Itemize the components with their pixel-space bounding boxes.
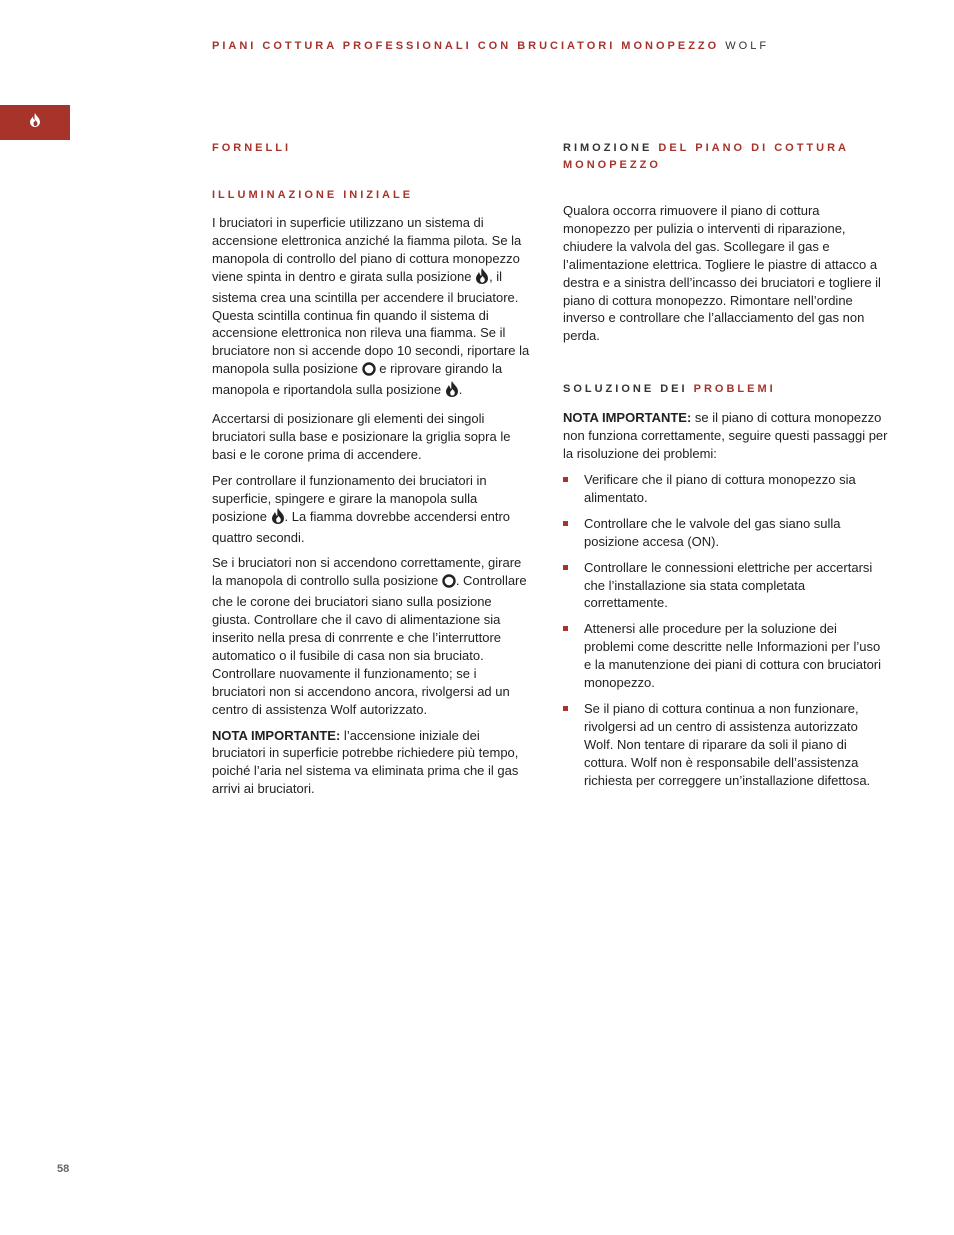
flame-position-icon <box>445 381 459 402</box>
paragraph-note-right: NOTA IMPORTANTE: se il piano di cottura monopezzo non funziona correttamente, seguire questi passaggi per la risoluzione dei problemi: <box>563 410 888 462</box>
paragraph-positioning: Accertarsi di posizionare gli elementi dei singoli bruciatori sulla base e posizionare la griglia sopra le basi e le corone prima di accendere. <box>212 411 511 462</box>
flame-icon <box>29 113 41 132</box>
bullet-square-icon <box>563 521 568 526</box>
paragraph-ignition: I bruciatori in superficie utilizzano un sistema di accensione elettronica anziché la fiamma pilota. Se la manopola di controllo del piano di cottura monopezzo viene spinta in dentro e girata sulla posizione , il sistema crea una scintilla per accendere il bruciatore. Questa scintilla continua fin quando il sistema di accensione elettronica non rileva una fiamma. Se il bruciatore non si accende dopo 10 secondi, riportare la manopola sulla posizione e riprovare girando la manopola e riportandola sulla posizione . <box>212 214 532 402</box>
header-title: PIANI COTTURA PROFESSIONALI CON BRUCIATORI MONOPEZZO <box>212 40 720 52</box>
note-label: NOTA IMPORTANTE: <box>563 410 692 426</box>
header-brand: WOLF <box>725 40 770 52</box>
bullet-square-icon <box>563 477 568 482</box>
list-item: Controllare le connessioni elettriche per accertarsi che l’installazione sia stata completata correttamente. <box>563 559 888 613</box>
list-item: Controllare che le valvole del gas siano sulla posizione accesa (ON). <box>563 515 888 551</box>
troubleshooting-list <box>563 471 888 790</box>
list-item: Verificare che il piano di cottura monopezzo sia alimentato. <box>563 471 888 507</box>
bullet-square-icon <box>563 565 568 570</box>
left-column <box>212 140 532 806</box>
bullet-square-icon <box>563 626 568 631</box>
paragraph-removal: Qualora occorra rimuovere il piano di cottura monopezzo per pulizia o interventi di riparazione, chiudere la valvola del gas. Scollegare il gas e l’alimentazione elettrica. Togliere le piastre di attacco a destra e a sinistra dell’incasso dei bruciatori e togliere il piano di cottura monopezzo. Rimontare nell’ordine inverso e controllare che l’allacciamento del gas non perda. <box>563 203 881 344</box>
note-label: NOTA IMPORTANTE: <box>212 727 341 743</box>
running-header <box>212 40 912 52</box>
list-item: Attenersi alle procedure per la soluzione dei problemi come descritte nelle Informazioni per l’uso e la manutenzione dei piani di cottura con bruciatori monopezzo. <box>563 620 888 692</box>
off-position-icon <box>362 362 376 381</box>
bullet-square-icon <box>563 706 568 711</box>
flame-position-icon <box>475 268 489 289</box>
off-position-icon <box>442 574 456 593</box>
subsection-title-illuminazione: ILLUMINAZIONE INIZIALE <box>212 189 414 201</box>
paragraph-note-left: NOTA IMPORTANTE: l’accensione iniziale dei bruciatori in superficie potrebbe richiedere più tempo, poiché l’aria nel sistema va eliminata prima che il gas arrivi ai bruciatori. <box>212 727 519 797</box>
flame-position-icon <box>271 508 285 529</box>
section-tab <box>0 105 70 140</box>
section-title-problemi: SOLUZIONE DEI PROBLEMI <box>563 383 776 396</box>
paragraph-not-igniting: Se i bruciatori non si accendono correttamente, girare la manopola di controllo sulla posizione . Controllare che le corone dei bruciatori siano sulla posizione giusta. Controllare che il cavo di alimentazione sia inserito nella presa di conrrente e che l’interruttore automatico o il fusibile di casa non sia bruciato. Controllare nuovamente il funzionamento; se i bruciatori non si accendono ancora, rivolgersi ad un centro di assistenza Wolf autorizzato. <box>212 555 527 717</box>
page-number: 58 <box>57 1163 70 1175</box>
right-column <box>563 140 888 797</box>
paragraph-check-function: Per controllare il funzionamento dei bruciatori in superficie, spingere e girare la manopola sulla posizione . La fiamma dovrebbe accendersi entro quattro secondi. <box>212 472 511 545</box>
section-title-rimozione: RIMOZIONE DEL PIANO DI COTTURA MONOPEZZO <box>563 142 849 171</box>
section-title-fornelli: FORNELLI <box>212 142 291 154</box>
list-item: Se il piano di cottura continua a non funzionare, rivolgersi ad un centro di assistenza autorizzato Wolf. Non tentare di riparare da soli il piano di cottura. Wolf non è responsabile dell’assistenza richiesta per correggere un’installazione difettosa. <box>563 700 888 790</box>
